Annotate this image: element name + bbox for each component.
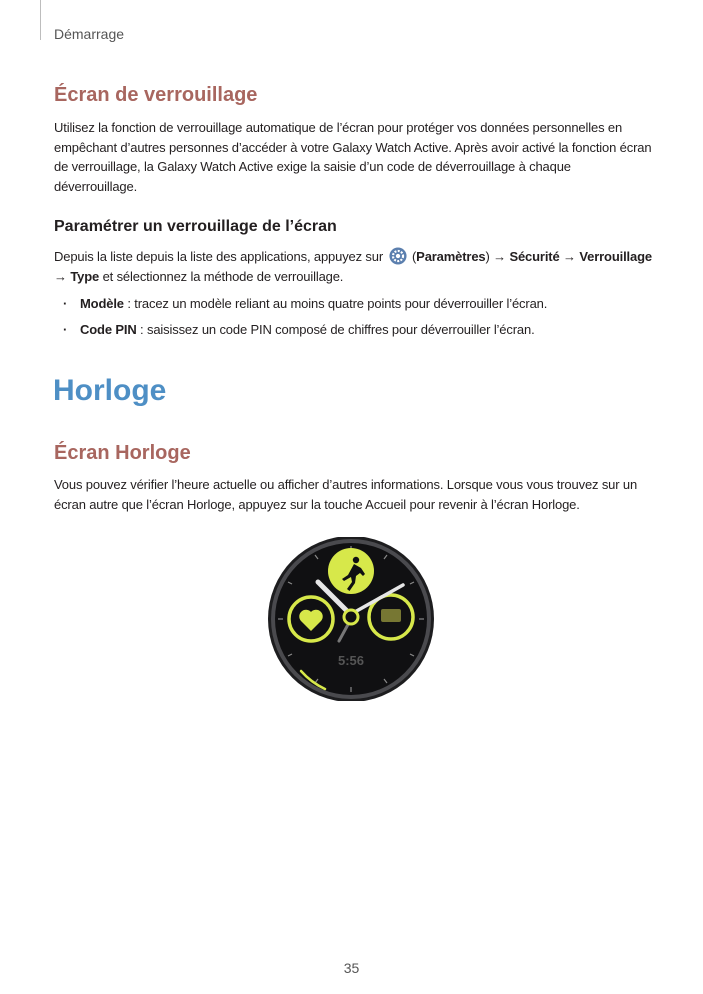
watch-face-illustration [263,537,439,701]
hands-center-pin [344,610,358,624]
bullet-text: : tracez un modèle reliant au moins quatre points pour déverrouiller l’écran. [123,296,548,311]
settings-label: Paramètres [416,249,486,264]
bullet-term: Code PIN [80,322,137,337]
page-number: 35 [343,960,360,976]
clock-screen-title: Écran Horloge [54,442,191,464]
bullet-item [63,320,535,340]
settings-gear-icon [389,247,407,265]
lock-screen-title: Écran de verrouillage [54,84,258,106]
steps-end-text: et sélectionnez la méthode de verrouillage. [102,268,344,284]
set-lock-subtitle: Paramétrer un verrouillage de l’écran [54,218,337,235]
bullet-term: Modèle [80,296,124,311]
type-label: Type [70,268,100,284]
set-lock-steps: Depuis la liste depuis la liste des applications, appuyez sur (Paramètres) → Sécurité → Verrouillage → Type et sélectionnez la méthode de verrouillage. [54,249,652,284]
weather-icon [381,609,401,622]
bullet-text: : saisissez un code PIN composé de chiffres pour déverrouiller l’écran. [136,322,535,337]
bullet-item [63,294,547,314]
security-label: Sécurité [509,249,560,264]
page-edge-line [40,0,41,40]
time-complication: 5:56 [337,653,365,668]
steps-intro-text: Depuis la liste depuis la liste des applications, appuyez sur [54,249,384,264]
lock-screen-intro: Utilisez la fonction de verrouillage automatique de l’écran pour protéger vos données personnelles en empêchant d’autres personnes d’accéder à votre Galaxy Watch Active. Après avoir activé la fonction écran de verrouillage, la Galaxy Watch Active exige la saisie d’un code de déverrouillage à chaque déverrouillage. [54,120,652,194]
chapter-header: Démarrage [54,26,125,42]
lock-label: Verrouillage [579,249,652,264]
bullet-dot: · [63,296,68,311]
bullet-dot: · [63,322,68,337]
clock-chapter-title: Horloge [53,374,167,407]
clock-screen-body: Vous pouvez vérifier l’heure actuelle ou afficher d’autres informations. Lorsque vous vous trouvez sur un écran autre que l’écran Horloge, appuyez sur la touche Accueil pour revenir à l’écran Horloge. [54,477,638,512]
